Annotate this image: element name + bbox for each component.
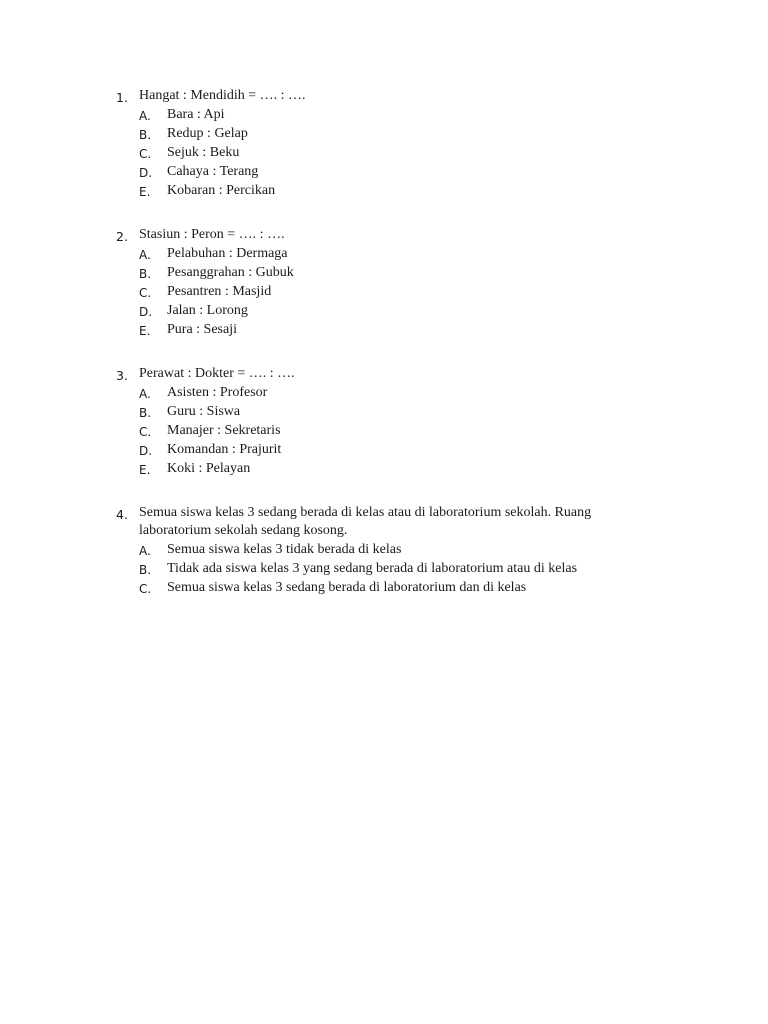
option-letter: B. [139, 563, 152, 577]
option-letter: A. [139, 387, 151, 401]
option-list [139, 244, 656, 339]
option-text: Asisten : Profesor [167, 385, 268, 400]
option-letter: D. [139, 305, 153, 319]
option-text: Tidak ada siswa kelas 3 yang sedang berada di laboratorium atau di kelas [167, 561, 578, 576]
option-a [139, 540, 656, 559]
option-text: Redup : Gelap [167, 126, 248, 141]
option-e [139, 459, 656, 478]
option-text: Cahaya : Terang [167, 164, 259, 179]
question-1 [116, 87, 656, 200]
option-c [139, 143, 656, 162]
option-letter: C. [139, 582, 152, 596]
option-letter: A. [139, 248, 151, 262]
question-text: Perawat : Dokter = …. : …. [139, 366, 295, 381]
option-text: Semua siswa kelas 3 tidak berada di kelas [167, 542, 402, 557]
option-letter: D. [139, 444, 153, 458]
option-text: Manajer : Sekretaris [167, 423, 281, 438]
option-text: Jalan : Lorong [167, 303, 248, 318]
option-letter: D. [139, 166, 153, 180]
option-c [139, 282, 656, 301]
option-letter: C. [139, 425, 152, 439]
option-text: Pura : Sesaji [167, 322, 237, 337]
option-a [139, 244, 656, 263]
option-text: Guru : Siswa [167, 404, 241, 419]
question-number: 1. [116, 90, 128, 105]
option-text: Koki : Pelayan [167, 461, 251, 476]
option-d [139, 440, 656, 459]
option-b [139, 402, 656, 421]
option-letter: C. [139, 147, 152, 161]
question-2 [116, 226, 656, 339]
option-letter: A. [139, 544, 151, 558]
question-4 [116, 504, 656, 597]
option-b [139, 124, 656, 143]
option-list [139, 540, 656, 597]
option-d [139, 301, 656, 320]
option-text: Kobaran : Percikan [167, 183, 276, 198]
option-letter: B. [139, 267, 152, 281]
option-letter: E. [139, 324, 151, 338]
option-list [139, 383, 656, 478]
question-3 [116, 365, 656, 478]
option-d [139, 162, 656, 181]
option-e [139, 181, 656, 200]
option-e [139, 320, 656, 339]
question-list [116, 87, 656, 597]
option-text: Semua siswa kelas 3 sedang berada di laboratorium dan di kelas [167, 580, 527, 595]
option-text: Sejuk : Beku [167, 145, 240, 160]
question-number: 4. [116, 507, 128, 522]
question-number: 2. [116, 229, 128, 244]
option-c [139, 421, 656, 440]
option-c [139, 578, 656, 597]
option-a [139, 383, 656, 402]
option-list [139, 105, 656, 200]
option-b [139, 559, 656, 578]
option-letter: A. [139, 109, 151, 123]
option-letter: C. [139, 286, 152, 300]
question-number: 3. [116, 368, 128, 383]
option-text: Komandan : Prajurit [167, 442, 282, 457]
option-text: Pesantren : Masjid [167, 284, 272, 299]
option-b [139, 263, 656, 282]
question-text: Semua siswa kelas 3 sedang berada di kelas atau di laboratorium sekolah. Ruang laboratorium sekolah sedang kosong. [139, 505, 592, 538]
question-text: Hangat : Mendidih = …. : …. [139, 88, 306, 103]
option-a [139, 105, 656, 124]
option-letter: E. [139, 463, 151, 477]
option-letter: B. [139, 406, 152, 420]
option-text: Pesanggrahan : Gubuk [167, 265, 294, 280]
option-text: Bara : Api [167, 107, 225, 122]
option-text: Pelabuhan : Dermaga [167, 246, 288, 261]
option-letter: B. [139, 128, 152, 142]
option-letter: E. [139, 185, 151, 199]
question-text: Stasiun : Peron = …. : …. [139, 227, 285, 242]
